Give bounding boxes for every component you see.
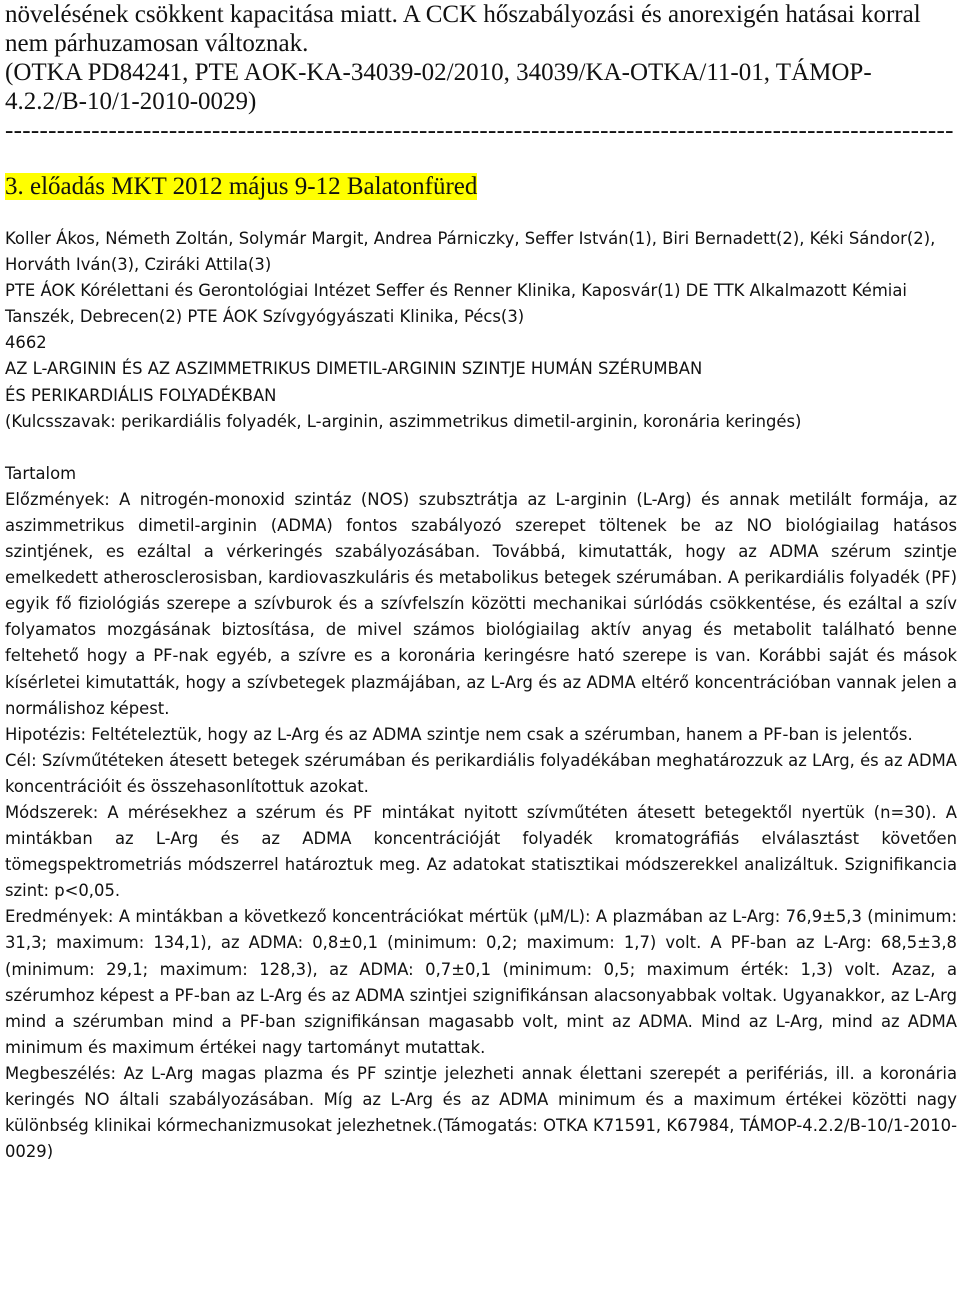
abstract-header-block: [5, 226, 957, 435]
abstract-title-line-2: ÉS PERIKARDIÁLIS FOLYADÉKBAN: [5, 385, 277, 405]
background-paragraph: Előzmények: A nitrogén-monoxid szintáz (NOS) szubsztrátja az L-arginin (L-Arg) és annak metilált formája, az aszimmetrikus dimetil-arginin (ADMA) fontos szabályozó szerepet töltenek be az NO biológiailag hatásos szintjének, es ezáltal a vérkeringés szabályozásában. Továbbá, kimutatták, hogy az ADMA szérum szintje emelkedett atherosclerosisban, kardiovaszkuláris és metabolikus betegek szérumában. A perikardiális folyadék (PF) egyik fő fiziológiás szerepe a szívburok és a szívfelszín közötti mechanikai súrlódás csökkentése, és ezáltal a szív folyamatos mozgásának biztosítása, de mivel számos biológiailag aktív anyag és metabolit található benne feltehető hogy a PF-nak egyéb, a szívre es a koronária keringésre ható szerepe is van. Korábbi saját és mások kísérletei kimutatták, hogy a szívbetegek plazmájában, az L-Arg és az ADMA eltérő koncentrációban vannak jelen a normálishoz képest.: [5, 489, 957, 718]
methods-paragraph: Módszerek: A mérésekhez a szérum és PF mintákat nyitott szívműtéten átesett betegektől nyertük (n=30). A mintákban az L-Arg és az ADMA koncentrációját folyadék kromatográfiás elválasztást követően tömegspektrometriás módszerrel határoztuk meg. Az adatokat statisztikai módszerekkel analizáltuk. Szignifikancia szint: p<0,05.: [5, 802, 957, 901]
intro-block: [5, 0, 957, 145]
aim-paragraph: Cél: Szívműtéteken átesett betegek szérumában és perikardiális folyadékában meghatározzuk az LArg, és az ADMA koncentrációit és összehasonlítottuk azokat.: [5, 750, 957, 796]
discussion-paragraph: Megbeszélés: Az L-Arg magas plazma és PF szintje jelezheti annak élettani szerepét a perifériás, ill. a koronária keringés NO általi szabályozásában. Míg az L-Arg és az ADMA minimum és a maximum értékei közötti nagy különbség klinikai kórmechanizmusokat jelezhetnek.(Támogatás: OTKA K71591, K67984, TÁMOP-4.2.2/B-10/1-2010-0029): [5, 1063, 957, 1162]
abstract-title-line-1: AZ L-ARGININ ÉS AZ ASZIMMETRIKUS DIMETIL-ARGININ SZINTJE HUMÁN SZÉRUMBAN: [5, 359, 703, 379]
postal-code: 4662: [5, 333, 47, 353]
results-paragraph: Eredmények: A mintákban a következő koncentrációkat mértük (µM/L): A plazmában az L-Arg: 76,9±5,3 (minimum: 31,3; maximum: 134,1), az ADMA: 0,8±0,1 (minimum: 0,2; maximum: 1,7) volt. A PF-ban az L-Arg: 68,5±3,8 (minimum: 29,1; maximum: 128,3), az ADMA: 0,7±0,1 (minimum: 0,5; maximum érték: 1,3) volt. Azaz, a szérumhoz képest a PF-ban az L-Arg és az ADMA szintjei szignifikánsan alacsonyabbak voltak. Ugyanakkor, az L-Arg mind a szérumban mind a PF-ban szignifikánsan magasabb volt, mint az ADMA. Mind az L-Arg, mind az ADMA minimum és maximum értékei nagy tartományt mutattak.: [5, 907, 957, 1057]
intro-line-2: nem párhuzamosan változnak.: [5, 30, 309, 57]
spacer: [5, 435, 957, 461]
intro-line-1: növelésének csökkent kapacitása miatt. A CCK hőszabályozási és anorexigén hatásai korral: [5, 1, 921, 28]
lecture-heading: [5, 172, 957, 201]
document-page: [5, 0, 957, 1165]
affiliation: PTE ÁOK Kórélettani és Gerontológiai Intézet Seffer és Renner Klinika, Kaposvár(1) DE TTK Alkalmazott Kémiai Tanszék, Debrecen(2) PTE ÁOK Szívgyógyászati Klinika, Pécs(3): [5, 281, 907, 327]
keywords: (Kulcsszavak: perikardiális folyadék, L-arginin, aszimmetrikus dimetil-arginin, koronária keringés): [5, 411, 802, 431]
lecture-heading-highlight: 3. előadás MKT 2012 május 9-12 Balatonfüred: [5, 173, 478, 200]
intro-funding-line-2: 4.2.2/B-10/1-2010-0029): [5, 88, 257, 115]
intro-funding-line-1: (OTKA PD84241, PTE AOK-KA-34039-02/2010, 34039/KA-OTKA/11-01, TÁMOP-: [5, 59, 872, 86]
section-label: Tartalom: [5, 463, 77, 483]
hypothesis-paragraph: Hipotézis: Feltételeztük, hogy az L-Arg és az ADMA szintje nem csak a szérumban, hanem a PF-ban is jelentős.: [5, 724, 913, 744]
separator-dashes: --------------------------------------------------------------------------------------------------------------: [5, 117, 954, 144]
abstract-body: [5, 461, 957, 1166]
authors: Koller Ákos, Németh Zoltán, Solymár Margit, Andrea Párniczky, Seffer István(1), Biri Bernadett(2), Kéki Sándor(2), Horváth Iván(3), Cziráki Attila(3): [5, 229, 936, 275]
